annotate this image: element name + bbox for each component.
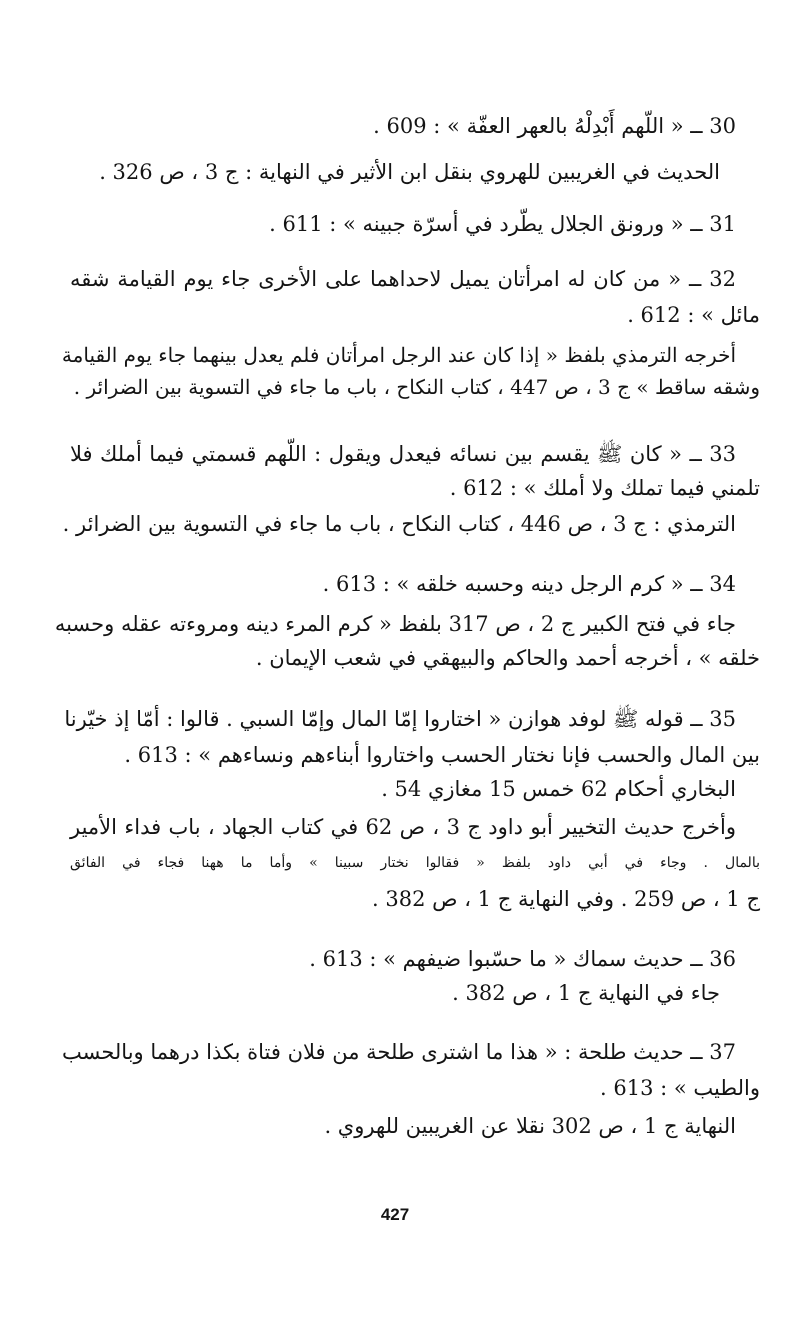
entry-heading: 36 ــ حديث سماك « ما حسّبوا ضيفهم » : 613 .	[309, 947, 736, 971]
entry-source: البخاري أحكام 62 خمس 15 مغازي 54 .	[381, 777, 736, 801]
entry-heading-continued: تلمني فيما تملك ولا أملك » : 612 .	[449, 476, 760, 500]
entry-heading: 35 ــ قوله ﷺ لوفد هوازن « اختاروا إمّا المال وإمّا السبي . قالوا : أمّا إذ خيّرنا	[64, 707, 736, 731]
entry-heading: 32 ــ « من كان له امرأتان يميل لاحداهما على الأخرى جاء يوم القيامة شقه	[70, 267, 736, 291]
entry-source-continued: بالمال . وجاء في أبي داود بلفظ « فقالوا نختار سبينا » وأما ما ههنا فجاء في الفائق	[70, 855, 760, 871]
entry-source-continued: ج 1 ، ص 259 . وفي النهاية ج 1 ، ص 382 .	[372, 887, 760, 911]
entry-heading: 33 ــ « كان ﷺ يقسم بين نسائه فيعدل ويقول : اللّهم قسمتي فيما أملك فلا	[70, 442, 736, 466]
entry-heading-continued: والطيب » : 613 .	[600, 1076, 760, 1100]
entry-source: الترمذي : ج 3 ، ص 446 ، كتاب النكاح ، باب ما جاء في التسوية بين الضرائر .	[62, 512, 736, 536]
entry-heading-continued: بين المال والحسب فإنا نختار الحسب واختاروا أبناءهم ونساءهم » : 613 .	[124, 743, 760, 767]
entry-source: جاء في فتح الكبير ج 2 ، ص 317 بلفظ « كرم المرء دينه ومروءته عقله وحسبه	[54, 612, 736, 636]
entry-heading-continued: مائل » : 612 .	[627, 303, 760, 327]
entry-source: الحديث في الغريبين للهروي بنقل ابن الأثير في النهاية : ج 3 ، ص 326 .	[99, 160, 720, 184]
entry-source: جاء في النهاية ج 1 ، ص 382 .	[452, 981, 720, 1005]
entry-heading: 34 ــ « كرم الرجل دينه وحسبه خلقه » : 613 .	[322, 572, 736, 596]
entry-source-continued: خلقه » ، أخرجه أحمد والحاكم والبيهقي في شعب الإيمان .	[255, 646, 760, 670]
entry-source: وأخرج حديث التخيير أبو داود ج 3 ، ص 62 في كتاب الجهاد ، باب فداء الأمير	[70, 815, 736, 839]
page-number: 427	[380, 1205, 410, 1224]
entry-heading: 37 ــ حديث طلحة : « هذا ما اشترى طلحة من فلان فتاة بكذا درهما وبالحسب	[62, 1040, 736, 1064]
entry-heading: 31 ــ « ورونق الجلال يطّرد في أسرّة جبينه » : 611 .	[269, 212, 736, 236]
entry-source: أخرجه الترمذي بلفظ « إذا كان عند الرجل امرأتان فلم يعدل بينهما جاء يوم القيامة	[61, 343, 736, 367]
entry-source: النهاية ج 1 ، ص 302 نقلا عن الغريبين للهروي .	[324, 1114, 736, 1138]
entry-source-continued: وشقه ساقط » ج 3 ، ص 447 ، كتاب النكاح ، باب ما جاء في التسوية بين الضرائر .	[73, 375, 760, 399]
entry-heading: 30 ــ « اللّهم أَبْدِلْهُ بالعهر العفّة » : 609 .	[373, 114, 736, 138]
